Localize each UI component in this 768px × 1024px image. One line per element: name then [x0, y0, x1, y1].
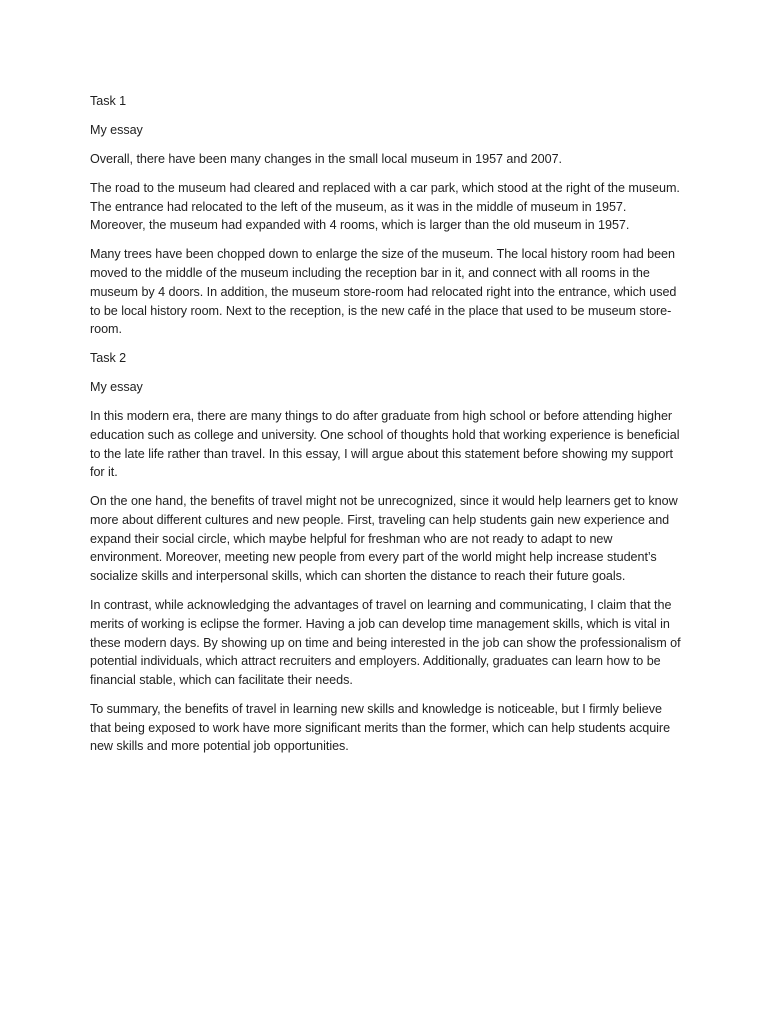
task2-paragraph: In contrast, while acknowledging the advantages of travel on learning and communicating, I claim that the merits of working is eclipse the former. Having a job can develop time management skills, which is vital in these modern days. By showing up on time and being interested in the job can show the professionalism of potential individuals, which attract recruiters and employers. Additionally, graduates can learn how to be financial stable, which can facilitate their needs. [90, 598, 681, 687]
task2-paragraph: In this modern era, there are many things to do after graduate from high school or before attending higher education such as college and university. One school of thoughts hold that working experience is beneficial to the late life rather than travel. In this essay, I will argue about this statement before showing my support for it. [90, 409, 680, 480]
task2-paragraph: To summary, the benefits of travel in learning new skills and knowledge is noticeable, but I firmly believe that being exposed to work have more significant merits than the former, which can help students acquire new skills and more potential job opportunities. [90, 701, 671, 754]
task2-paragraph: On the one hand, the benefits of travel might not be unrecognized, since it would help learners get to know more about different cultures and new people. First, traveling can help students gain new experience and expand their social circle, which maybe helpful for freshman who are not ready to adapt to new environment. Moreover, meeting new people from every part of the world might help increase student’s socialize skills and interpersonal skills, which can shorten the distance to reach their future goals. [90, 494, 678, 584]
document-page [90, 92, 682, 766]
task1-paragraph: Many trees have been chopped down to enlarge the size of the museum. The local history room had been moved to the middle of the museum including the reception bar in it, and connect with all rooms in the museum by 4 doors. In addition, the museum store-room had relocated right into the entrance, which used to be local history room. Next to the reception, is the new café in the place that used to be museum store-room. [90, 247, 677, 337]
task1-heading: Task 1 [90, 94, 127, 108]
task1-subheading: My essay [90, 123, 143, 137]
task2-heading: Task 2 [90, 351, 127, 366]
task1-paragraph: Overall, there have been many changes in the small local museum in 1957 and 2007. [90, 152, 562, 166]
task2-subheading: My essay [90, 380, 143, 395]
task1-paragraph: The road to the museum had cleared and replaced with a car park, which stood at the right of the museum. The entrance had relocated to the left of the museum, as it was in the middle of museum in 1957. Moreover, the museum had expanded with 4 rooms, which is larger than the old museum in 1957. [90, 181, 680, 233]
